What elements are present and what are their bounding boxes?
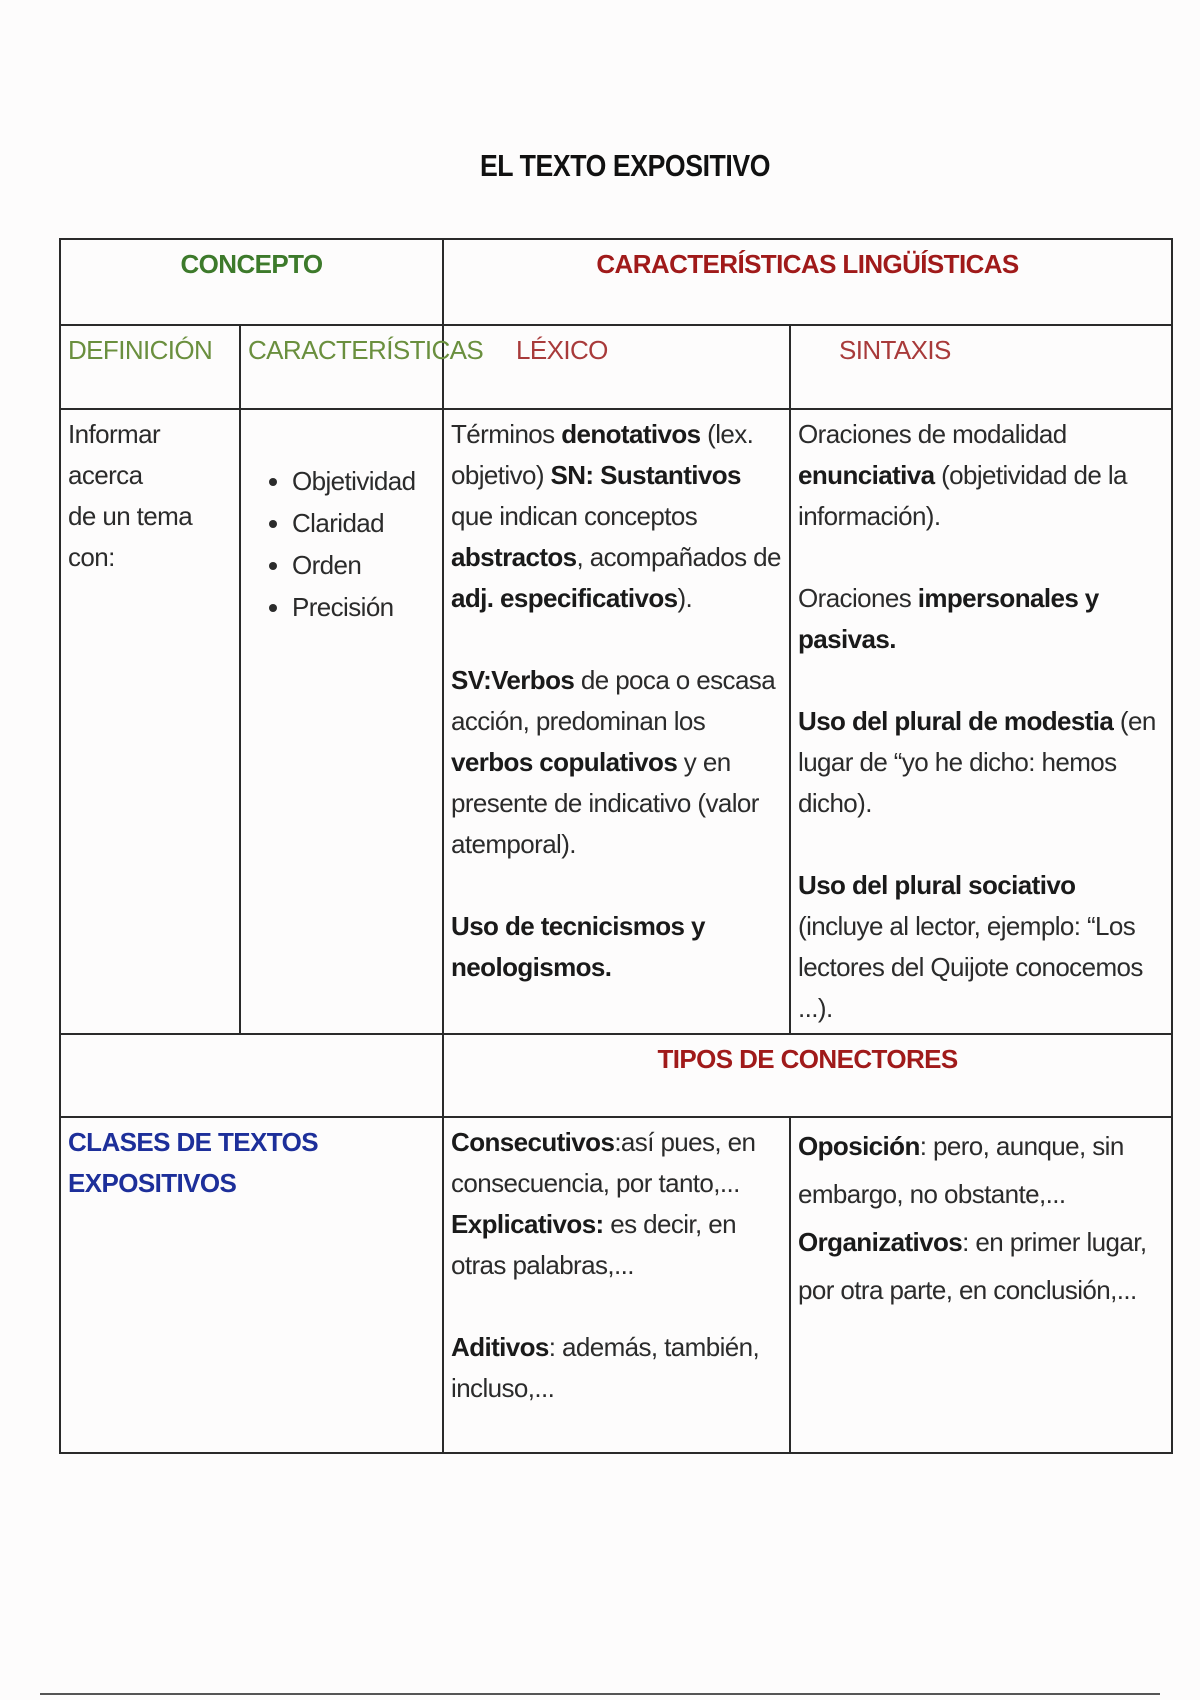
sintaxis-bold: Uso del plural sociativo — [798, 870, 1076, 900]
header-concepto — [60, 239, 443, 325]
content-row — [60, 409, 1172, 1034]
list-item: • Objetividad — [292, 460, 435, 502]
conectores-row — [60, 1117, 1172, 1453]
conector-label: Consecutivos — [451, 1127, 615, 1157]
footer-rule — [40, 1693, 1160, 1695]
definicion-line-2: de un tema con: — [68, 501, 193, 572]
lexico-text: Términos — [451, 419, 562, 449]
sintaxis-text: Oraciones — [798, 583, 918, 613]
conector-label: Oposición — [798, 1131, 920, 1161]
conector-explicativos — [451, 1204, 782, 1286]
conector-aditivos — [451, 1327, 782, 1409]
conector-text: :así pues, en consecuencia, por tanto,... — [451, 1127, 756, 1198]
header-caracteristicas — [240, 325, 484, 409]
conector-label: Explicativos: — [451, 1209, 604, 1239]
sintaxis-text: (incluye al lector, ejemplo: “Los lectores del Quijote conocemos ...). — [798, 911, 1143, 1023]
conectores-left-cell — [443, 1117, 790, 1453]
sintaxis-paragraph-2 — [798, 578, 1164, 660]
header-sintaxis — [790, 325, 1172, 409]
conector-text: : pero, aunque, sin embargo, no obstante,... — [798, 1131, 1124, 1209]
header-definicion-label: DEFINICIÓN — [68, 335, 213, 365]
lexico-paragraph-2 — [451, 660, 782, 865]
header-tipos-conectores-label: TIPOS DE CONECTORES — [657, 1044, 958, 1074]
conectores-header-row — [60, 1034, 1172, 1117]
list-item: • Orden — [292, 544, 435, 586]
header-definicion — [60, 325, 240, 409]
definicion-line-1: Informar acerca — [68, 419, 161, 490]
lexico-text: y en presente de indicativo (valor atemporal). — [451, 747, 759, 859]
header-lexico-label: LÉXICO — [516, 335, 608, 365]
conector-text: : en primer lugar, por otra parte, en conclusión,... — [798, 1227, 1147, 1305]
list-item: • Claridad — [292, 502, 435, 544]
sintaxis-bold: impersonales y pasivas. — [798, 583, 1099, 654]
header-row-sub — [60, 325, 1172, 409]
page-title: EL TEXTO EXPOSITIVO — [479, 148, 771, 183]
lexico-text: ). — [677, 583, 693, 613]
lexico-cell — [443, 409, 790, 1034]
sintaxis-bold: enunciativa — [798, 460, 935, 490]
lexico-bold: verbos copulativos — [451, 747, 678, 777]
conectores-right-cell — [790, 1117, 1172, 1453]
sintaxis-cell — [790, 409, 1172, 1034]
lexico-bold: adj. especificativos — [451, 583, 678, 613]
lexico-paragraph-3 — [451, 906, 782, 988]
expository-text-table — [59, 238, 1173, 1454]
conector-oposicion — [798, 1122, 1164, 1218]
list-item: • Precisión — [292, 586, 435, 628]
lexico-bold: SV:Verbos — [451, 665, 575, 695]
lexico-bold: abstractos — [451, 542, 577, 572]
lexico-paragraph-1 — [451, 414, 782, 619]
conector-consecutivos — [451, 1122, 782, 1204]
header-caracteristicas-linguisticas-label: CARACTERÍSTICAS LINGÜÍSTICAS — [596, 249, 1019, 279]
lexico-text: (lex. objetivo) — [451, 419, 754, 490]
empty-cell — [60, 1034, 443, 1117]
sintaxis-text: (objetividad de la información). — [798, 460, 1127, 531]
lexico-text: , acompañados de — [576, 542, 781, 572]
clases-textos-cell — [60, 1117, 443, 1453]
sintaxis-text: Oraciones de modalidad — [798, 419, 1067, 449]
caracteristicas-list — [248, 460, 435, 628]
lexico-bold: Uso de tecnicismos y neologismos. — [451, 911, 705, 982]
header-sintaxis-label: SINTAXIS — [839, 335, 951, 365]
conector-label: Organizativos — [798, 1227, 963, 1257]
header-concepto-label: CONCEPTO — [180, 249, 323, 279]
header-tipos-conectores — [443, 1034, 1172, 1117]
sintaxis-text: (en lugar de “yo he dicho: hemos dicho). — [798, 706, 1156, 818]
conector-text: : además, también, incluso,... — [451, 1332, 760, 1403]
lexico-bold: denotativos — [561, 419, 701, 449]
header-row-main — [60, 239, 1172, 325]
header-lexico — [443, 325, 790, 409]
header-caracteristicas-linguisticas — [443, 239, 1172, 325]
conector-label: Aditivos — [451, 1332, 549, 1362]
lexico-text: de poca o escasa acción, predominan los — [451, 665, 776, 736]
sintaxis-paragraph-4 — [798, 865, 1164, 1029]
lexico-text: que indican conceptos — [451, 501, 698, 531]
sintaxis-paragraph-3 — [798, 701, 1164, 824]
header-caracteristicas-label: CARACTERÍSTICAS — [248, 335, 484, 365]
sintaxis-paragraph-1 — [798, 414, 1164, 537]
conector-organizativos — [798, 1218, 1164, 1314]
sintaxis-bold: Uso del plural de modestia — [798, 706, 1114, 736]
definicion-cell — [60, 409, 240, 1034]
caracteristicas-cell — [240, 409, 443, 1034]
conector-text: es decir, en otras palabras,... — [451, 1209, 737, 1280]
clases-textos-label: CLASES DE TEXTOS EXPOSITIVOS — [68, 1127, 318, 1198]
lexico-bold: SN: Sustantivos — [550, 460, 741, 490]
